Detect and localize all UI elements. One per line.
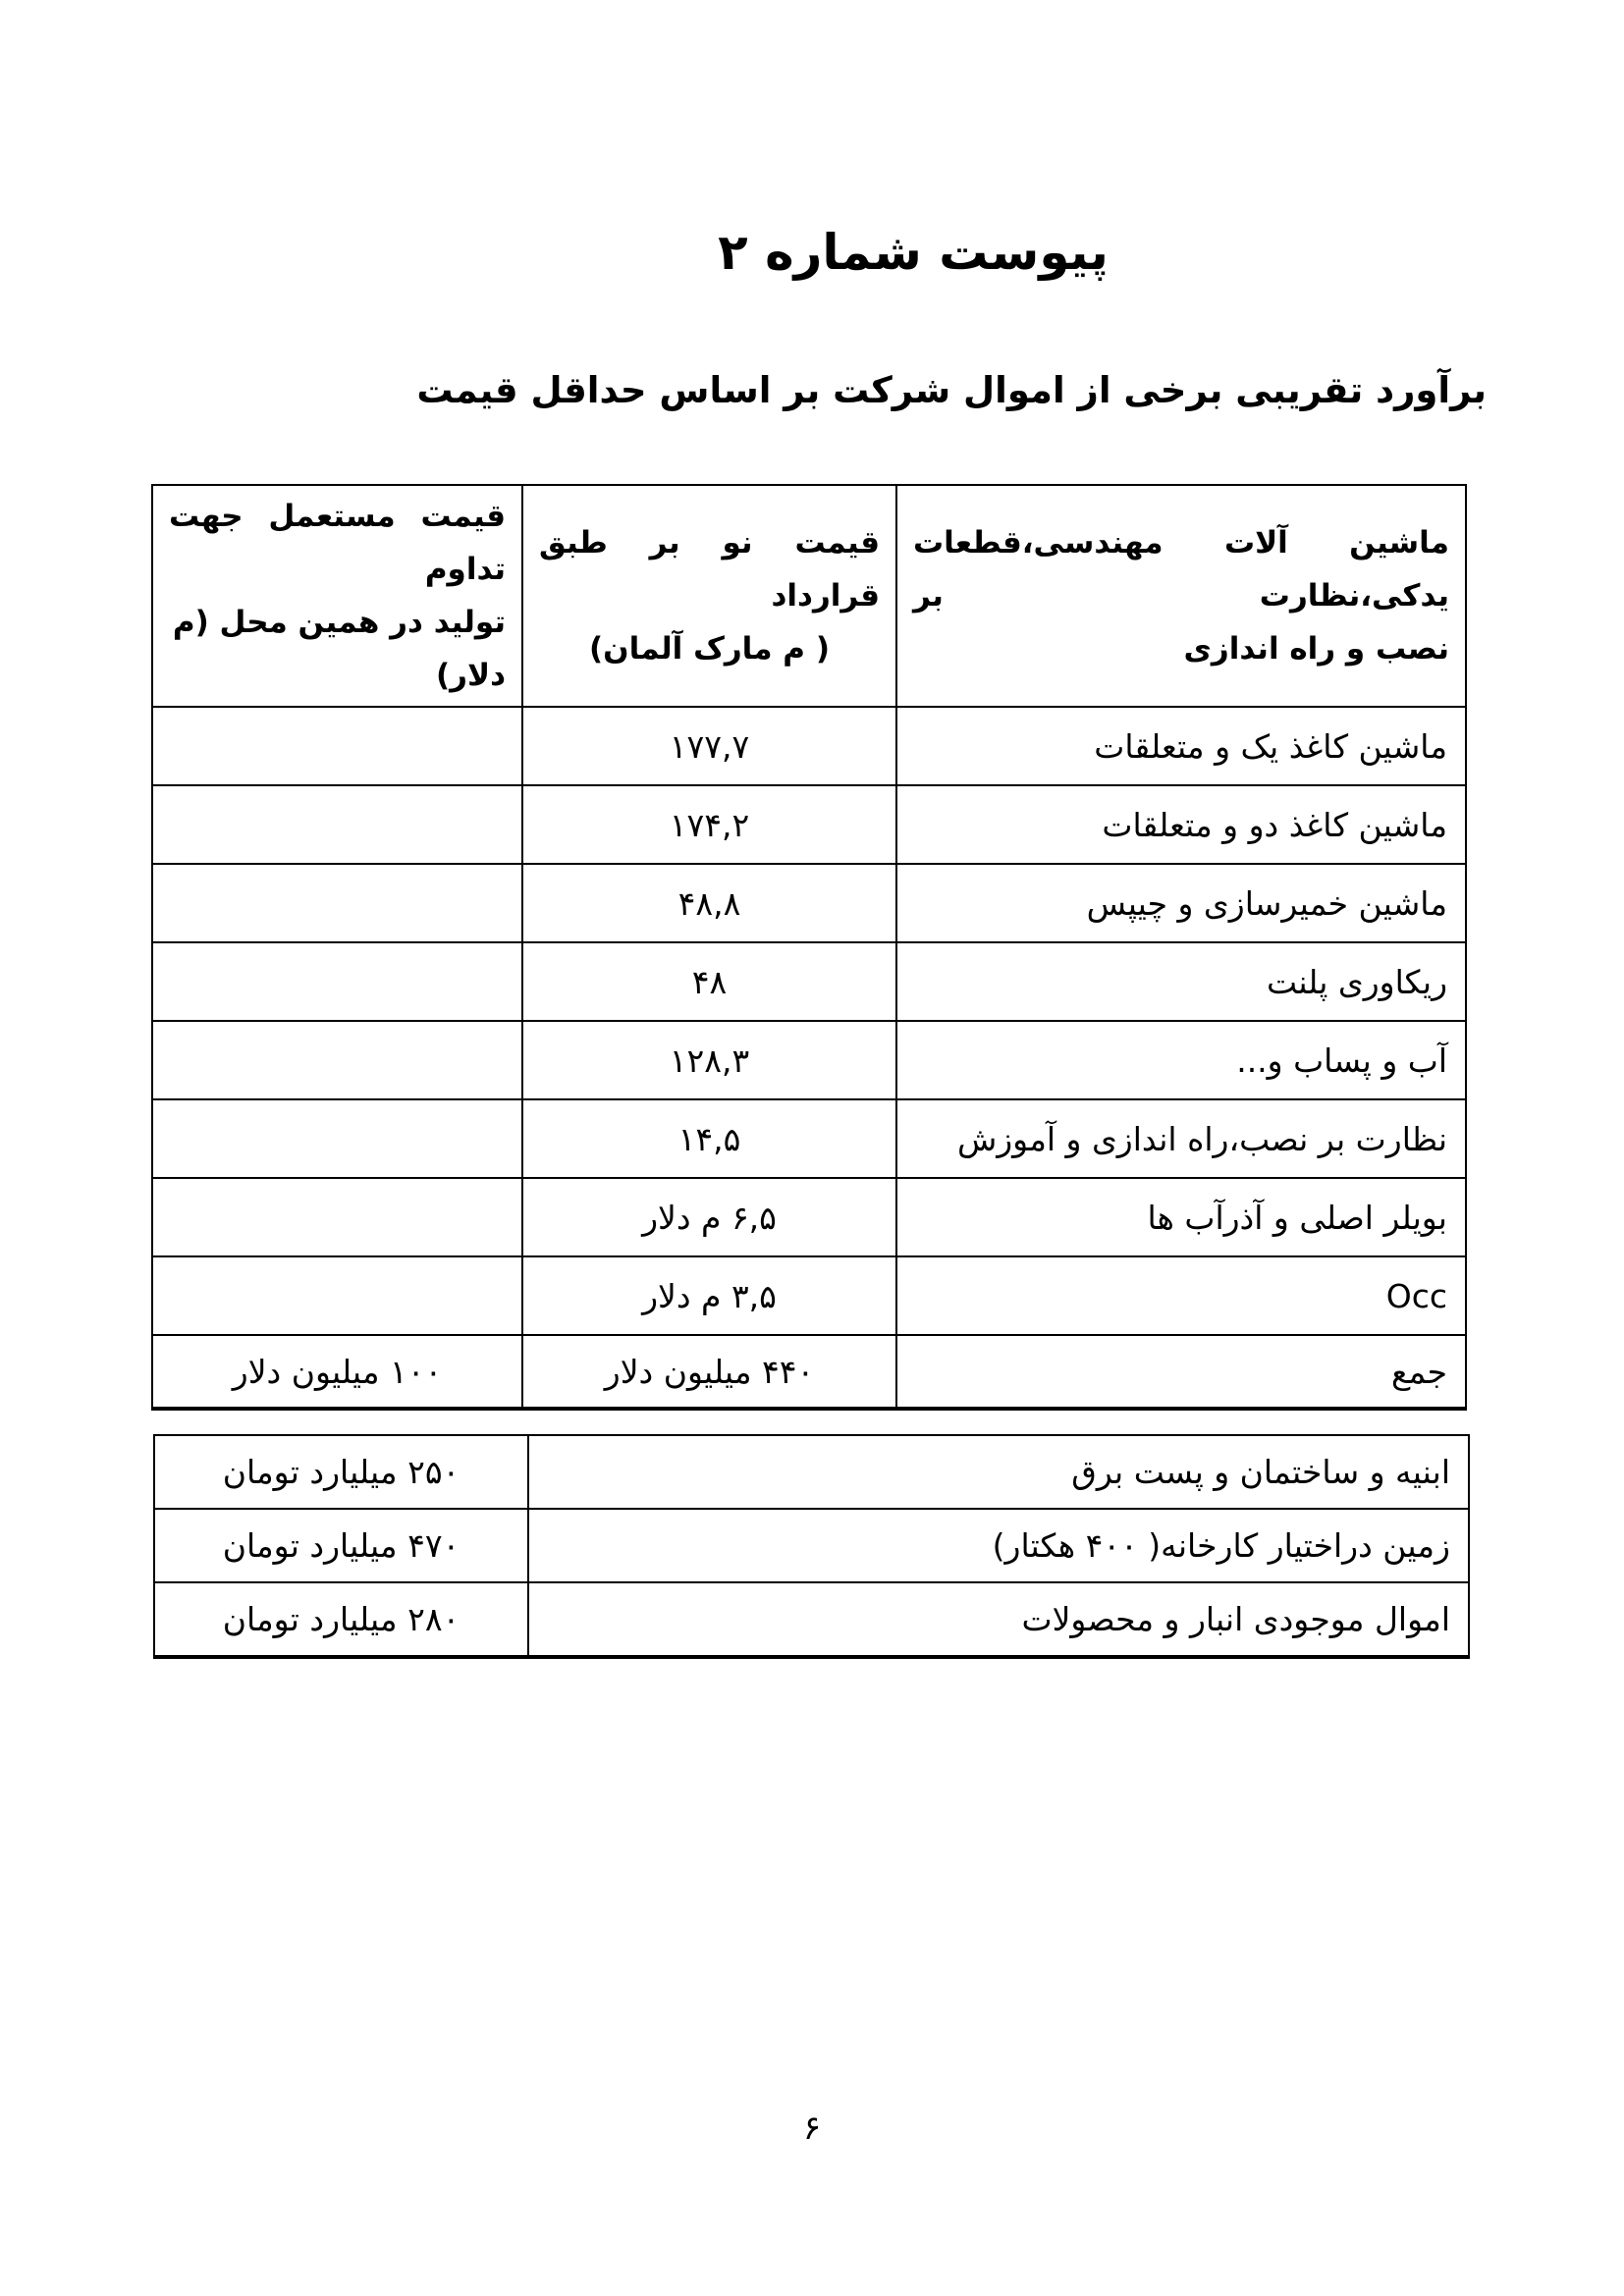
table-row xyxy=(152,1178,1466,1256)
value-cell: ۴۷۰ میلیارد تومان xyxy=(154,1509,528,1582)
item-cell: Occ xyxy=(896,1256,1466,1335)
total-used-price-cell: ۱۰۰ میلیون دلار xyxy=(152,1335,522,1409)
table-row xyxy=(154,1509,1469,1582)
appendix-title: پیوست شماره ۲ xyxy=(718,224,1109,281)
col-header-new-price xyxy=(522,485,896,707)
table-row xyxy=(152,1099,1466,1178)
used-price-cell xyxy=(152,707,522,785)
table-row xyxy=(152,1021,1466,1099)
value-cell: ۲۸۰ میلیارد تومان xyxy=(154,1582,528,1657)
col-header-items xyxy=(896,485,1466,707)
new-price-cell: ۱۴,۵ xyxy=(522,1099,896,1178)
value-cell: ۲۵۰ میلیارد تومان xyxy=(154,1435,528,1509)
new-price-cell: ۴۸ xyxy=(522,942,896,1021)
table-row xyxy=(154,1582,1469,1657)
item-cell: زمین دراختیار کارخانه( ۴۰۰ هکتار) xyxy=(528,1509,1469,1582)
used-price-cell xyxy=(152,785,522,864)
item-cell: ابنیه و ساختمان و پست برق xyxy=(528,1435,1469,1509)
table-row xyxy=(152,785,1466,864)
table-row xyxy=(152,1256,1466,1335)
new-price-cell: ۶,۵ م دلار xyxy=(522,1178,896,1256)
item-cell: ریکاوری پلنت xyxy=(896,942,1466,1021)
used-price-cell xyxy=(152,942,522,1021)
item-cell: اموال موجودی انبار و محصولات xyxy=(528,1582,1469,1657)
new-price-cell: ۱۷۷,۷ xyxy=(522,707,896,785)
domestic-assets-table xyxy=(153,1434,1470,1659)
assets-valuation-table xyxy=(151,484,1467,1411)
new-price-cell: ۴۸,۸ xyxy=(522,864,896,942)
table-row xyxy=(152,864,1466,942)
col-header-used-price-line2: تولید در همین محل (م دلار) xyxy=(172,605,506,693)
col-header-new-price-line1: قیمت نو بر طبق قرارداد xyxy=(539,525,880,614)
new-price-cell: ۱۷۴,۲ xyxy=(522,785,896,864)
header-row xyxy=(152,485,1466,707)
total-new-price-cell: ۴۴۰ میلیون دلار xyxy=(522,1335,896,1409)
col-header-used-price-line1: قیمت مستعمل جهت تداوم xyxy=(169,499,506,587)
new-price-cell: ۱۲۸,۳ xyxy=(522,1021,896,1099)
total-row xyxy=(152,1335,1466,1409)
item-cell: ماشین خمیرسازی و چیپس xyxy=(896,864,1466,942)
col-header-items-line1: ماشین آلات مهندسی،قطعات یدکی،نظارت بر xyxy=(913,525,1449,614)
item-cell: آب و پساب و... xyxy=(896,1021,1466,1099)
used-price-cell xyxy=(152,864,522,942)
col-header-items-line2: نصب و راه اندازی xyxy=(1183,631,1449,667)
new-price-cell: ۳,۵ م دلار xyxy=(522,1256,896,1335)
item-cell: ماشین کاغذ دو و متعلقات xyxy=(896,785,1466,864)
item-cell: ماشین کاغذ یک و متعلقات xyxy=(896,707,1466,785)
used-price-cell xyxy=(152,1178,522,1256)
table-row xyxy=(152,942,1466,1021)
used-price-cell xyxy=(152,1021,522,1099)
col-header-new-price-line2: ( م مارک آلمان) xyxy=(588,631,830,667)
item-cell: بویلر اصلی و آذرآب ها xyxy=(896,1178,1466,1256)
table-row xyxy=(152,707,1466,785)
used-price-cell xyxy=(152,1256,522,1335)
used-price-cell xyxy=(152,1099,522,1178)
item-cell: نظارت بر نصب،راه اندازی و آموزش xyxy=(896,1099,1466,1178)
page-number: ۶ xyxy=(802,2109,822,2148)
document-subtitle: برآورد تقریبی برخی از اموال شرکت بر اساس حداقل قیمت xyxy=(416,369,1487,411)
col-header-used-price xyxy=(152,485,522,707)
total-label-cell: جمع xyxy=(896,1335,1466,1409)
table-row xyxy=(154,1435,1469,1509)
